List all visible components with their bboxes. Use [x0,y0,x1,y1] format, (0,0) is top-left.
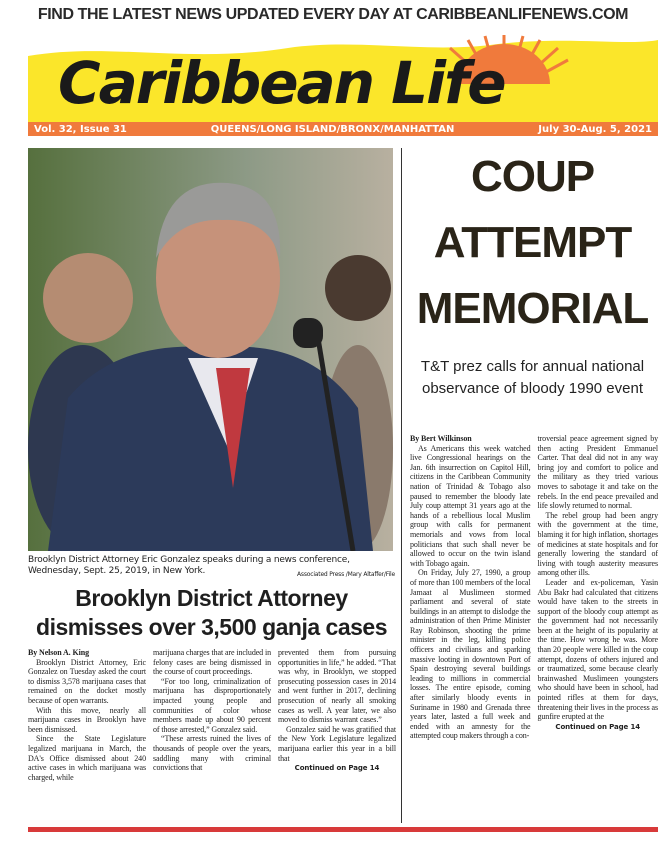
paragraph: Brooklyn District Attorney, Eric Gonzalez on Tuesday asked the court to dismiss 3,578 marijuana cases that remained on the docket mostly because of open warrants. [28,657,146,705]
right-subhead: T&T prez calls for annual national observance of bloody 1990 event [420,358,645,397]
paragraph: marijuana charges that are included in felony cases are being dismissed in the course of court proceedings. [153,648,272,677]
paragraph: As Americans this week watched live Congressional hearings on the Jan. 6th insurrection on Capitol Hill, citizens in the Caribbean Community nation of Trinidad & Tobago also paused to remember the bloody late July coup attempt 31 years ago at the hands of a rebellious local Muslim group with calls for permanent memorials and vows from local politicians that such shall never be allowed to occur on the twin island with Tobago again. [410,443,531,568]
paragraph: Since the State Legislature legalized marijuana in March, the DA's Office dismissed about 240 active cases in which marijuana was charged, while [28,734,146,782]
column-divider [401,148,402,823]
paragraph: troversial peace agreement signed by then acting President Emmanuel Carter. That deal did not in any way bring joy and comfort to police and the military as they tried various moves to sabotage it and take on the rebels. In the end peace prevailed and life slowly returned to normal. [537,434,658,511]
paragraph: Gonzalez said he was gratified that the New York Legislature legalized marijuana earlier this year in a bill that [278,724,396,763]
footer-rule [28,827,658,832]
paragraph: On Friday, July 27, 1990, a group of more than 100 members of the local Jamaat al Muslimeen stormed parliament and several of state buildings in an attempt to dislodge the administration of then Prime Minister Ray Robinson, shooting the prime minister in the leg, killing police officers and civilians and sparking massive looting in downtown Port of Spain destroying several buildings leading to millions in commercial losses. The entire episode, coming after similarly bloody events in Suriname in 1980 and Grenada three years later, lasted a full week and ended with an amnesty for the attempted coup makers through a con- [410,568,531,741]
continued-link[interactable]: Continued on Page 14 [555,722,641,731]
paragraph: With this move, nearly all marijuana cases in Brooklyn have been dismissed. [28,705,146,734]
right-headline: COUP ATTEMPT MEMORIAL [416,152,649,333]
issue-date: July 30-Aug. 5, 2021 [538,123,652,135]
paragraph: Leader and ex-policeman, Yasin Abu Bakr had calculated that citizens would have taken to the streets in support of the bloody coup attempt as the government had not necessarily been at the height of its popularity at the time. How wrong he was. More than 20 people were killed in the coup attempt, dozens of others injured and or traumatized, some because clearly brainwashed Muslimeen youngsters who should have been in school, had pointed rifles at them for days, threatening their lives in the process as gunfire erupted at the [537,577,658,722]
paragraph: The rebel group had been angry with the government at the time, blaming it for high inflation, shortages of medicines at state hospitals and for generally lowering the standard of living with tough austerity measures among other ills. [537,510,658,578]
left-headline: Brooklyn District Attorney dismisses over 3,500 ganja cases [36,585,387,640]
lead-photo [28,148,393,551]
issue-volume: Vol. 32, Issue 31 [34,123,127,135]
issue-regions: QUEENS/LONG ISLAND/BRONX/MANHATTAN [210,123,455,135]
masthead-tagline: FIND THE LATEST NEWS UPDATED EVERY DAY AT CARIBBEANLIFENEWS.COM [37,6,629,23]
masthead-logo [28,34,658,122]
left-story-body [28,648,396,782]
photo-caption [28,555,395,580]
photo-credit: Associated Press /Mary Altaffer/File [297,571,395,578]
caption-text: Brooklyn District Attorney Eric Gonzalez speaks during a news conference, Wednesday, Sept. 25, 2019, in New York. [28,555,350,576]
paragraph: “These arrests ruined the lives of thousands of people over the years, saddling many with criminal convictions that [153,734,271,773]
logo-wordmark: Caribbean Life [58,49,505,117]
right-story-body [410,434,658,741]
issue-strip [28,122,658,136]
paragraph: prevented them from pursuing opportunities in life,” he added. “That was why, in Brooklyn, we stopped prosecuting possession cases in 2014 and went further in 2017, declining prosecution of nearly all smoking cases as well. A year later, we also moved to dismiss warrant cases.” [278,648,396,725]
byline: By Nelson A. King [28,648,89,657]
continued-link[interactable]: Continued on Page 14 [294,764,380,773]
paragraph: “For too long, criminalization of marijuana has disproportionately impacted young people and communities of color whose members made up about 90 percent of those arrested,” Gonzalez said. [153,676,271,734]
byline: By Bert Wilkinson [410,434,472,443]
